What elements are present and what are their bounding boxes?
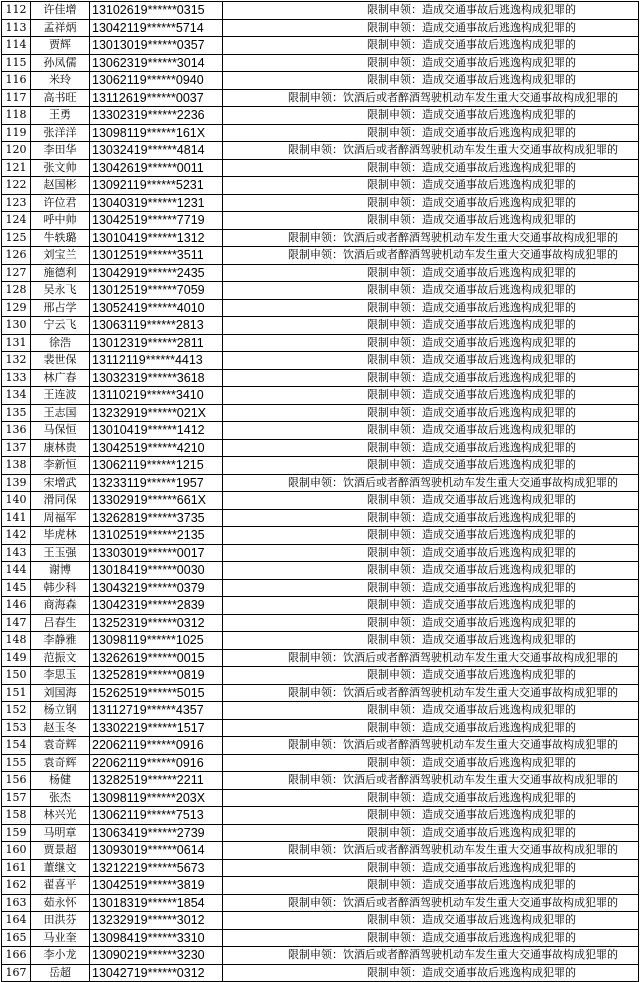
person-name: 李小龙 [31, 947, 90, 965]
person-name: 刘国海 [31, 684, 90, 702]
row-number: 125 [2, 229, 31, 247]
table-row [2, 247, 639, 265]
row-number: 133 [2, 369, 31, 387]
restriction-reason: 限制申领：造成交通事故后逃逸构成犯罪的 [223, 859, 639, 877]
id-number: 13112619******0037 [90, 89, 223, 107]
id-number: 13232919******021X [90, 404, 223, 422]
table-row [2, 422, 639, 440]
person-name: 袁奇辉 [31, 754, 90, 772]
id-number: 13032319******3618 [90, 369, 223, 387]
person-name: 李田华 [31, 142, 90, 160]
row-number: 128 [2, 282, 31, 300]
row-number: 146 [2, 597, 31, 615]
id-number: 13062119******7513 [90, 807, 223, 825]
id-number: 13302919******661X [90, 492, 223, 510]
id-number: 13098419******3310 [90, 929, 223, 947]
person-name: 翟喜平 [31, 877, 90, 895]
restriction-reason: 限制申领：饮酒后或者醉酒驾驶机动车发生重大交通事故构成犯罪的 [223, 772, 639, 790]
id-number: 13018319******1854 [90, 894, 223, 912]
id-number: 13098119******161X [90, 124, 223, 142]
id-number: 13098119******1025 [90, 632, 223, 650]
row-number: 145 [2, 579, 31, 597]
row-number: 138 [2, 457, 31, 475]
row-number: 112 [2, 2, 31, 20]
restriction-reason: 限制申领：造成交通事故后逃逸构成犯罪的 [223, 614, 639, 632]
person-name: 李新恒 [31, 457, 90, 475]
id-number: 13282519******2211 [90, 772, 223, 790]
person-name: 李静雅 [31, 632, 90, 650]
table-row [2, 124, 639, 142]
restriction-reason: 限制申领：饮酒后或者醉酒驾驶机动车发生重大交通事故构成犯罪的 [223, 229, 639, 247]
person-name: 谢博 [31, 562, 90, 580]
person-name: 米玲 [31, 72, 90, 90]
restriction-reason: 限制申领：造成交通事故后逃逸构成犯罪的 [223, 54, 639, 72]
table-row [2, 264, 639, 282]
person-name: 范振文 [31, 649, 90, 667]
person-name: 贾景超 [31, 842, 90, 860]
row-number: 119 [2, 124, 31, 142]
restriction-reason: 限制申领：造成交通事故后逃逸构成犯罪的 [223, 72, 639, 90]
table-row [2, 579, 639, 597]
id-number: 13013019******0357 [90, 37, 223, 55]
id-number: 13302319******2236 [90, 107, 223, 125]
person-name: 宁云飞 [31, 317, 90, 335]
row-number: 116 [2, 72, 31, 90]
id-number: 22062119******0916 [90, 754, 223, 772]
row-number: 134 [2, 387, 31, 405]
restriction-reason: 限制申领：造成交通事故后逃逸构成犯罪的 [223, 177, 639, 195]
row-number: 137 [2, 439, 31, 457]
restriction-reason: 限制申领：造成交通事故后逃逸构成犯罪的 [223, 37, 639, 55]
id-number: 13042619******0011 [90, 159, 223, 177]
id-number: 13098119******203X [90, 789, 223, 807]
id-number: 13042119******5714 [90, 19, 223, 37]
row-number: 164 [2, 912, 31, 930]
id-number: 22062119******0916 [90, 737, 223, 755]
row-number: 154 [2, 737, 31, 755]
table-row [2, 877, 639, 895]
person-name: 张洋洋 [31, 124, 90, 142]
table-row [2, 632, 639, 650]
table-row [2, 72, 639, 90]
table-row [2, 894, 639, 912]
row-number: 152 [2, 702, 31, 720]
table-row [2, 509, 639, 527]
row-number: 163 [2, 894, 31, 912]
table-row [2, 317, 639, 335]
person-name: 杨健 [31, 772, 90, 790]
restriction-reason: 限制申领：造成交通事故后逃逸构成犯罪的 [223, 929, 639, 947]
restriction-reason: 限制申领：造成交通事故后逃逸构成犯罪的 [223, 19, 639, 37]
row-number: 166 [2, 947, 31, 965]
id-number: 13042519******3819 [90, 877, 223, 895]
person-name: 许佳增 [31, 2, 90, 20]
person-name: 商海森 [31, 597, 90, 615]
person-name: 赵玉冬 [31, 719, 90, 737]
table-row [2, 527, 639, 545]
table-row [2, 2, 639, 20]
table-row [2, 544, 639, 562]
table-row [2, 299, 639, 317]
row-number: 148 [2, 632, 31, 650]
person-name: 王志国 [31, 404, 90, 422]
id-number: 13262819******3735 [90, 509, 223, 527]
table-row [2, 947, 639, 965]
table-row [2, 37, 639, 55]
restriction-reason: 限制申领：造成交通事故后逃逸构成犯罪的 [223, 544, 639, 562]
id-number: 13233119******1957 [90, 474, 223, 492]
restriction-reason: 限制申领：造成交通事故后逃逸构成犯罪的 [223, 299, 639, 317]
id-number: 13062119******1215 [90, 457, 223, 475]
restriction-reason: 限制申领：造成交通事故后逃逸构成犯罪的 [223, 877, 639, 895]
id-number: 13093019******0614 [90, 842, 223, 860]
restriction-reason: 限制申领：造成交通事故后逃逸构成犯罪的 [223, 527, 639, 545]
row-number: 157 [2, 789, 31, 807]
id-number: 13042519******7719 [90, 212, 223, 230]
person-name: 袁奇辉 [31, 737, 90, 755]
restriction-reason: 限制申领：造成交通事故后逃逸构成犯罪的 [223, 352, 639, 370]
table-row [2, 684, 639, 702]
person-name: 赵国彬 [31, 177, 90, 195]
person-name: 宋增武 [31, 474, 90, 492]
restriction-reason: 限制申领：造成交通事故后逃逸构成犯罪的 [223, 754, 639, 772]
row-number: 150 [2, 667, 31, 685]
restriction-reason: 限制申领：造成交通事故后逃逸构成犯罪的 [223, 912, 639, 930]
table-row [2, 842, 639, 860]
id-number: 13302219******1517 [90, 719, 223, 737]
person-name: 王勇 [31, 107, 90, 125]
restriction-reason: 限制申领：造成交通事故后逃逸构成犯罪的 [223, 562, 639, 580]
restriction-reason: 限制申领：造成交通事故后逃逸构成犯罪的 [223, 282, 639, 300]
id-number: 13043219******0379 [90, 579, 223, 597]
restriction-reason: 限制申领：造成交通事故后逃逸构成犯罪的 [223, 439, 639, 457]
row-number: 167 [2, 964, 31, 982]
person-name: 王连波 [31, 387, 90, 405]
row-number: 123 [2, 194, 31, 212]
row-number: 131 [2, 334, 31, 352]
person-name: 韩少科 [31, 579, 90, 597]
person-name: 裴世保 [31, 352, 90, 370]
restriction-reason: 限制申领：饮酒后或者醉酒驾驶机动车发生重大交通事故构成犯罪的 [223, 737, 639, 755]
row-number: 118 [2, 107, 31, 125]
table-row [2, 719, 639, 737]
table-row [2, 387, 639, 405]
row-number: 156 [2, 772, 31, 790]
id-number: 13063419******2739 [90, 824, 223, 842]
table-row [2, 492, 639, 510]
restriction-reason: 限制申领：饮酒后或者醉酒驾驶机动车发生重大交通事故构成犯罪的 [223, 894, 639, 912]
row-number: 132 [2, 352, 31, 370]
person-name: 康林贵 [31, 439, 90, 457]
table-row [2, 597, 639, 615]
person-name: 马保恒 [31, 422, 90, 440]
row-number: 115 [2, 54, 31, 72]
person-name: 李思玉 [31, 667, 90, 685]
row-number: 129 [2, 299, 31, 317]
person-name: 贾辉 [31, 37, 90, 55]
table-row [2, 929, 639, 947]
restriction-reason: 限制申领：造成交通事故后逃逸构成犯罪的 [223, 492, 639, 510]
table-row [2, 562, 639, 580]
row-number: 159 [2, 824, 31, 842]
id-number: 13042519******4210 [90, 439, 223, 457]
restriction-reason: 限制申领：造成交通事故后逃逸构成犯罪的 [223, 457, 639, 475]
table-row [2, 824, 639, 842]
person-name: 施德利 [31, 264, 90, 282]
table-row [2, 964, 639, 982]
row-number: 162 [2, 877, 31, 895]
table-row [2, 107, 639, 125]
id-number: 13062319******3014 [90, 54, 223, 72]
table-row [2, 212, 639, 230]
table-row [2, 142, 639, 160]
id-number: 13052419******4010 [90, 299, 223, 317]
id-number: 13102619******0315 [90, 2, 223, 20]
row-number: 140 [2, 492, 31, 510]
row-number: 161 [2, 859, 31, 877]
id-number: 13062119******0940 [90, 72, 223, 90]
restriction-reason: 限制申领：造成交通事故后逃逸构成犯罪的 [223, 404, 639, 422]
restriction-reason: 限制申领：造成交通事故后逃逸构成犯罪的 [223, 579, 639, 597]
id-number: 13032419******4814 [90, 142, 223, 160]
row-number: 143 [2, 544, 31, 562]
table-row [2, 754, 639, 772]
person-name: 董继文 [31, 859, 90, 877]
restriction-reason: 限制申领：造成交通事故后逃逸构成犯罪的 [223, 789, 639, 807]
table-row [2, 352, 639, 370]
id-number: 13212219******5673 [90, 859, 223, 877]
id-number: 13092119******5231 [90, 177, 223, 195]
person-name: 林兴光 [31, 807, 90, 825]
restriction-reason: 限制申领：造成交通事故后逃逸构成犯罪的 [223, 719, 639, 737]
person-name: 毕虎林 [31, 527, 90, 545]
restriction-reason: 限制申领：造成交通事故后逃逸构成犯罪的 [223, 667, 639, 685]
restriction-reason: 限制申领：饮酒后或者醉酒驾驶机动车发生重大交通事故构成犯罪的 [223, 649, 639, 667]
table-row [2, 614, 639, 632]
person-name: 岳超 [31, 964, 90, 982]
id-number: 13042919******2435 [90, 264, 223, 282]
row-number: 121 [2, 159, 31, 177]
id-number: 13040319******1231 [90, 194, 223, 212]
person-name: 邢占学 [31, 299, 90, 317]
person-name: 滑同保 [31, 492, 90, 510]
restriction-reason: 限制申领：造成交通事故后逃逸构成犯罪的 [223, 194, 639, 212]
table-row [2, 912, 639, 930]
restriction-reason: 限制申领：造成交通事故后逃逸构成犯罪的 [223, 964, 639, 982]
row-number: 122 [2, 177, 31, 195]
id-number: 13252819******0819 [90, 667, 223, 685]
table-row [2, 369, 639, 387]
restriction-reason: 限制申领：饮酒后或者醉酒驾驶机动车发生重大交通事故构成犯罪的 [223, 474, 639, 492]
person-name: 徐浩 [31, 334, 90, 352]
row-number: 113 [2, 19, 31, 37]
table-row [2, 457, 639, 475]
restriction-reason: 限制申领：造成交通事故后逃逸构成犯罪的 [223, 824, 639, 842]
row-number: 135 [2, 404, 31, 422]
id-number: 13012519******7059 [90, 282, 223, 300]
row-number: 153 [2, 719, 31, 737]
restriction-list-table [1, 1, 639, 982]
table-row [2, 54, 639, 72]
restriction-reason: 限制申领：造成交通事故后逃逸构成犯罪的 [223, 264, 639, 282]
table-row [2, 667, 639, 685]
row-number: 136 [2, 422, 31, 440]
id-number: 13042319******2839 [90, 597, 223, 615]
table-row [2, 334, 639, 352]
restriction-reason: 限制申领：造成交通事故后逃逸构成犯罪的 [223, 597, 639, 615]
id-number: 13110219******3410 [90, 387, 223, 405]
table-row [2, 702, 639, 720]
person-name: 高书旺 [31, 89, 90, 107]
table-row [2, 649, 639, 667]
table-body [2, 2, 639, 982]
id-number: 13102519******2135 [90, 527, 223, 545]
person-name: 田洪芬 [31, 912, 90, 930]
person-name: 吕春生 [31, 614, 90, 632]
table-row [2, 439, 639, 457]
table-row [2, 177, 639, 195]
row-number: 165 [2, 929, 31, 947]
table-row [2, 404, 639, 422]
restriction-reason: 限制申领：饮酒后或者醉酒驾驶机动车发生重大交通事故构成犯罪的 [223, 684, 639, 702]
table-row [2, 229, 639, 247]
id-number: 13252319******0312 [90, 614, 223, 632]
person-name: 呼中帅 [31, 212, 90, 230]
restriction-reason: 限制申领：造成交通事故后逃逸构成犯罪的 [223, 387, 639, 405]
restriction-reason: 限制申领：饮酒后或者醉酒驾驶机动车发生重大交通事故构成犯罪的 [223, 842, 639, 860]
row-number: 130 [2, 317, 31, 335]
table-row [2, 19, 639, 37]
row-number: 124 [2, 212, 31, 230]
person-name: 杨立钢 [31, 702, 90, 720]
person-name: 刘宝兰 [31, 247, 90, 265]
person-name: 张文帅 [31, 159, 90, 177]
row-number: 151 [2, 684, 31, 702]
table-row [2, 474, 639, 492]
id-number: 13303019******0017 [90, 544, 223, 562]
row-number: 144 [2, 562, 31, 580]
restriction-reason: 限制申领：造成交通事故后逃逸构成犯罪的 [223, 124, 639, 142]
row-number: 160 [2, 842, 31, 860]
person-name: 王玉强 [31, 544, 90, 562]
table-row [2, 89, 639, 107]
person-name: 张杰 [31, 789, 90, 807]
restriction-reason: 限制申领：饮酒后或者醉酒驾驶机动车发生重大交通事故构成犯罪的 [223, 89, 639, 107]
row-number: 117 [2, 89, 31, 107]
table-row [2, 859, 639, 877]
table-row [2, 194, 639, 212]
row-number: 147 [2, 614, 31, 632]
restriction-reason: 限制申领：饮酒后或者醉酒驾驶机动车发生重大交通事故构成犯罪的 [223, 247, 639, 265]
restriction-reason: 限制申领：造成交通事故后逃逸构成犯罪的 [223, 807, 639, 825]
id-number: 13090219******3230 [90, 947, 223, 965]
restriction-reason: 限制申领：饮酒后或者醉酒驾驶机动车发生重大交通事故构成犯罪的 [223, 142, 639, 160]
restriction-reason: 限制申领：造成交通事故后逃逸构成犯罪的 [223, 509, 639, 527]
restriction-reason: 限制申领：造成交通事故后逃逸构成犯罪的 [223, 2, 639, 20]
row-number: 127 [2, 264, 31, 282]
restriction-reason: 限制申领：饮酒后或者醉酒驾驶机动车发生重大交通事故构成犯罪的 [223, 947, 639, 965]
id-number: 13012519******3511 [90, 247, 223, 265]
id-number: 13063119******2813 [90, 317, 223, 335]
id-number: 13262619******0015 [90, 649, 223, 667]
person-name: 林广春 [31, 369, 90, 387]
person-name: 马明章 [31, 824, 90, 842]
id-number: 15262519******5015 [90, 684, 223, 702]
restriction-reason: 限制申领：造成交通事故后逃逸构成犯罪的 [223, 107, 639, 125]
restriction-reason: 限制申领：造成交通事故后逃逸构成犯罪的 [223, 369, 639, 387]
person-name: 马业奎 [31, 929, 90, 947]
row-number: 126 [2, 247, 31, 265]
person-name: 周福军 [31, 509, 90, 527]
row-number: 149 [2, 649, 31, 667]
table-row [2, 772, 639, 790]
id-number: 13042719******0312 [90, 964, 223, 982]
person-name: 茹永怀 [31, 894, 90, 912]
restriction-reason: 限制申领：造成交通事故后逃逸构成犯罪的 [223, 422, 639, 440]
table-row [2, 159, 639, 177]
person-name: 孙凤儒 [31, 54, 90, 72]
id-number: 13010419******1312 [90, 229, 223, 247]
person-name: 牛轶璐 [31, 229, 90, 247]
row-number: 120 [2, 142, 31, 160]
person-name: 孟祥炳 [31, 19, 90, 37]
person-name: 许位君 [31, 194, 90, 212]
row-number: 114 [2, 37, 31, 55]
id-number: 13232919******3012 [90, 912, 223, 930]
table-row [2, 789, 639, 807]
row-number: 142 [2, 527, 31, 545]
id-number: 13010419******1412 [90, 422, 223, 440]
restriction-reason: 限制申领：造成交通事故后逃逸构成犯罪的 [223, 317, 639, 335]
row-number: 155 [2, 754, 31, 772]
restriction-reason: 限制申领：造成交通事故后逃逸构成犯罪的 [223, 212, 639, 230]
restriction-reason: 限制申领：造成交通事故后逃逸构成犯罪的 [223, 702, 639, 720]
id-number: 13012319******2811 [90, 334, 223, 352]
restriction-reason: 限制申领：造成交通事故后逃逸构成犯罪的 [223, 632, 639, 650]
person-name: 吴永飞 [31, 282, 90, 300]
id-number: 13112119******4413 [90, 352, 223, 370]
table-row [2, 282, 639, 300]
row-number: 141 [2, 509, 31, 527]
id-number: 13018419******0030 [90, 562, 223, 580]
row-number: 158 [2, 807, 31, 825]
id-number: 13112719******4357 [90, 702, 223, 720]
table-row [2, 737, 639, 755]
restriction-reason: 限制申领：造成交通事故后逃逸构成犯罪的 [223, 159, 639, 177]
table-row [2, 807, 639, 825]
restriction-reason: 限制申领：造成交通事故后逃逸构成犯罪的 [223, 334, 639, 352]
row-number: 139 [2, 474, 31, 492]
